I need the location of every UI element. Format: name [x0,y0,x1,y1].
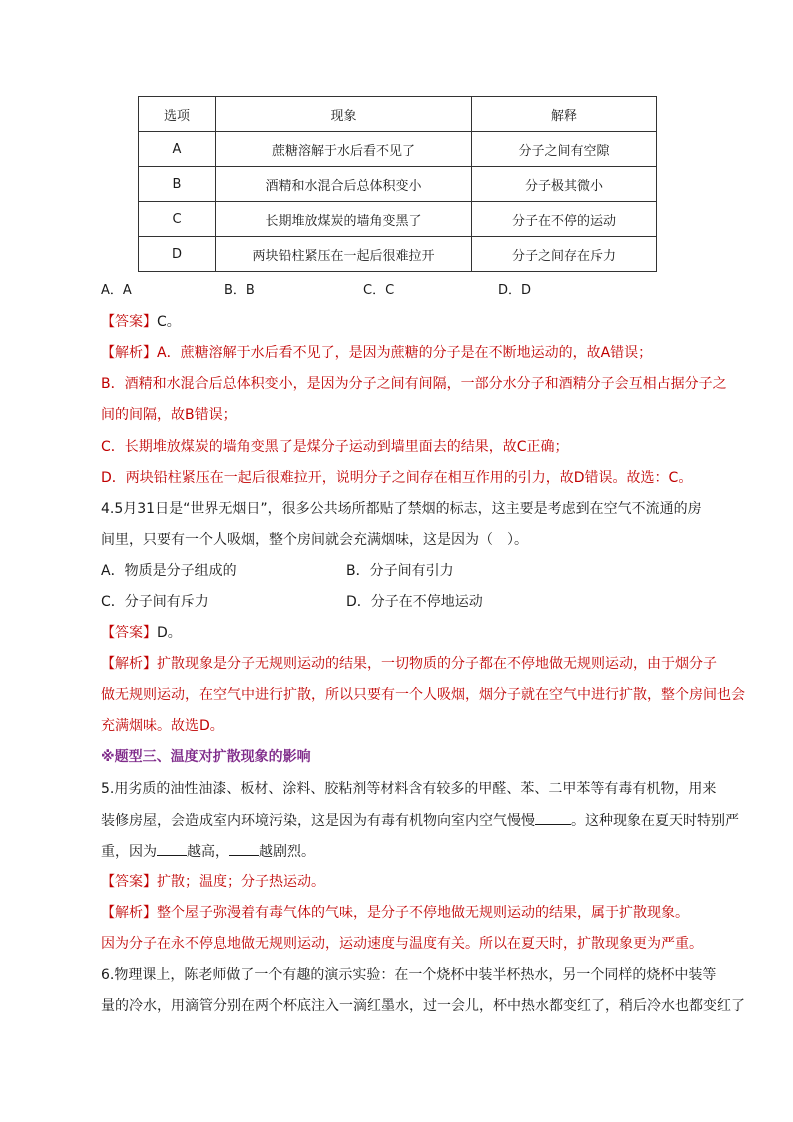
section-title: ※题型三、温度对扩散现象的影响 [101,749,311,765]
q3-choice-d: D．D [498,283,532,298]
table-header-row [139,97,657,132]
table-cell: 分子之间有空隙 [472,132,657,167]
q5-stem-line: 5.用劣质的油性油漆、板材、涂料、胶粘剂等材料含有较多的甲醛、苯、二甲苯等有毒有机物，用来 [101,781,717,797]
answer-tag: 【答案】 [101,625,157,641]
q3-choice-b: B．B [224,283,255,298]
q4-answer [101,623,182,643]
analysis-tag: 【解析】 [101,656,157,672]
q5-stem-part: 。这种现象在夏天时特别严 [571,813,739,829]
table-row [139,167,657,202]
table-cell: A [139,132,216,167]
answer-text: 扩散；温度；分子热运动。 [157,874,325,890]
answer-tag: 【答案】 [101,314,157,330]
table-cell: D [139,237,216,272]
q3-analysis-line: 间的间隔，故B错误； [101,407,237,423]
analysis-text: A．蔗糖溶解于水后看不见了，是因为蔗糖的分子是在不断地运动的，故A错误； [157,345,653,361]
table-cell: 分子在不停的运动 [472,202,657,237]
answer-blank [535,810,571,825]
q3-analysis-line: B．酒精和水混合后总体积变小，是因为分子之间有间隔，一部分水分子和酒精分子会互相占据分子之 [101,376,727,392]
q5-analysis-line [101,903,689,923]
table-row [139,237,657,272]
analysis-text: 扩散现象是分子无规则运动的结果，一切物质的分子都在不停地做无规则运动，由于烟分子 [157,656,717,672]
q4-choice-c: C．分子间有斥力 [101,594,209,610]
answer-tag: 【答案】 [101,874,157,890]
table-cell: 长期堆放煤炭的墙角变黑了 [216,202,472,237]
options-table [138,96,657,272]
q5-stem-part: 重，因为 [101,844,157,860]
q5-stem-part: 装修房屋，会造成室内环境污染，这是因为有毒有机物向室内空气慢慢 [101,813,535,829]
q4-choice-d: D．分子在不停地运动 [346,594,483,610]
answer-text: D。 [157,625,182,641]
q3-analysis-line: D．两块铅柱紧压在一起后很难拉开，说明分子之间存在相互作用的引力，故D错误。故选：C。 [101,470,693,486]
table-cell: 分子极其微小 [472,167,657,202]
q5-analysis-line: 因为分子在永不停息地做无规则运动，运动速度与温度有关。所以在夏天时，扩散现象更为严重。 [101,936,703,952]
table-row [139,132,657,167]
q6-stem-line: 6.物理课上，陈老师做了一个有趣的演示实验：在一个烧杯中装半杯热水，另一个同样的烧杯中装等 [101,967,717,983]
q3-choice-c: C．C [363,283,395,298]
q3-analysis-line [101,343,652,363]
answer-text: C。 [157,314,181,330]
analysis-tag: 【解析】 [101,905,157,921]
answer-blank [229,841,259,856]
table-cell: B [139,167,216,202]
table-cell: 蔗糖溶解于水后看不见了 [216,132,472,167]
table-cell: 酒精和水混合后总体积变小 [216,167,472,202]
q5-stem-part: 越高， [187,844,229,860]
q5-stem-part: 越剧烈。 [259,844,315,860]
q3-analysis-line: C．长期堆放煤炭的墙角变黑了是煤分子运动到墙里面去的结果，故C正确； [101,439,569,455]
table-row [139,202,657,237]
q4-analysis-line: 做无规则运动，在空气中进行扩散，所以只要有一个人吸烟，烟分子就在空气中进行扩散，整个房间也会 [101,687,745,703]
q4-analysis-line [101,654,717,674]
q4-analysis-line: 充满烟味。故选D。 [101,718,224,734]
table-header: 选项 [139,97,216,132]
table-cell: 两块铅柱紧压在一起后很难拉开 [216,237,472,272]
analysis-tag: 【解析】 [101,345,157,361]
table-header: 现象 [216,97,472,132]
table-cell: C [139,202,216,237]
answer-blank [157,841,187,856]
analysis-text: 整个屋子弥漫着有毒气体的气味，是分子不停地做无规则运动的结果，属于扩散现象。 [157,905,689,921]
q3-choice-a: A．A [101,283,132,298]
q5-answer [101,872,325,892]
table-cell: 分子之间存在斥力 [472,237,657,272]
q3-answer [101,312,181,332]
q4-stem-line: 4.5月31日是“世界无烟日”，很多公共场所都贴了禁烟的标志，这主要是考虑到在空气不流通的房 [101,501,702,517]
q4-choice-a: A．物质是分子组成的 [101,563,237,579]
q6-stem-line: 量的冷水，用滴管分别在两个杯底注入一滴红墨水，过一会儿，杯中热水都变红了，稍后冷水也都变红了 [101,998,745,1014]
q4-choice-b: B．分子间有引力 [346,563,454,579]
table-header: 解释 [472,97,657,132]
q5-stem-line [101,810,739,831]
q4-stem-line: 间里，只要有一个人吸烟，整个房间就会充满烟味，这是因为（ ）。 [101,532,528,548]
q5-stem-line [101,841,315,862]
